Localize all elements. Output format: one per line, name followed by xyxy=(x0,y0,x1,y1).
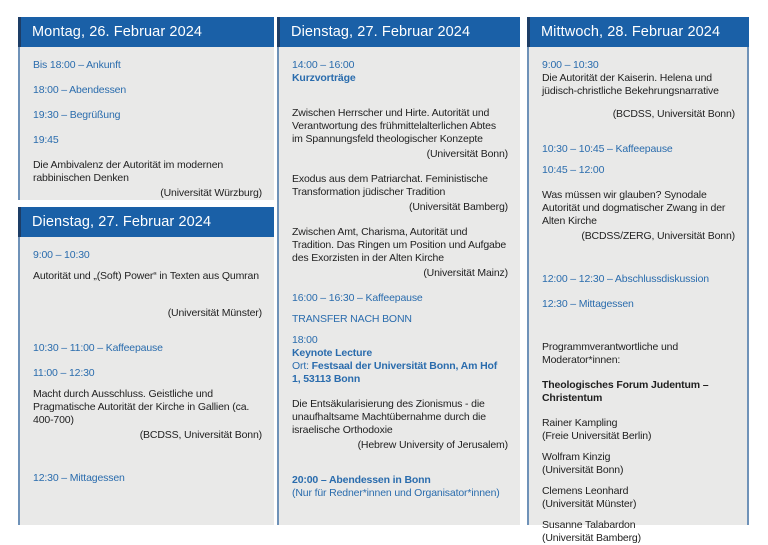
talk-title: Was müssen wir glauben? Synodale Autorität und dogmatischer Zwang in der Alten Kirche xyxy=(542,189,726,227)
note-line: Programmverantwortliche und Moderator*innen: xyxy=(542,341,679,366)
spacer xyxy=(33,320,262,342)
spacer xyxy=(292,326,508,334)
spacer xyxy=(33,122,262,134)
talk-title: Autorität und „(Soft) Power“ in Texten aus Qumran xyxy=(33,270,259,282)
time-slot: TRANSFER NACH BONN xyxy=(292,313,412,325)
spacer xyxy=(33,97,262,109)
time-slot: (Nur für Redner*innen und Organisator*innen) xyxy=(292,487,500,499)
speaker-affiliation: (Hebrew University of Jerusalem) xyxy=(357,439,508,451)
time-slot: 12:00 – 12:30 – Abschlussdiskussion xyxy=(542,273,709,285)
spacer xyxy=(542,286,735,298)
time-slot: 16:00 – 16:30 – Kaffeepause xyxy=(292,292,423,304)
program-column-monday xyxy=(18,17,274,525)
speaker-affiliation: (Universität Münster) xyxy=(167,307,262,319)
talk-title: Die Entsäkularisierung des Zionismus - die unaufhaltsame Machtübernahme durch die israelische Orthodoxie xyxy=(292,398,486,436)
time-slot: 10:30 – 10:45 – Kaffeepause xyxy=(542,143,673,155)
spacer xyxy=(33,283,262,305)
note-line: Susanne Talabardon xyxy=(542,519,636,531)
session-heading: Kurzvorträge xyxy=(292,72,356,84)
program-column-wednesday xyxy=(527,17,749,544)
schedule-panel xyxy=(18,47,274,200)
speaker-affiliation: (BCDSS/ZERG, Universität Bonn) xyxy=(581,230,735,242)
spacer xyxy=(292,280,508,292)
speaker-affiliation: (Universität Mainz) xyxy=(423,267,508,279)
note-line: (Universität Münster) xyxy=(542,498,637,510)
spacer xyxy=(33,147,262,159)
spacer xyxy=(542,477,735,485)
spacer xyxy=(542,243,735,273)
column-date-header: Montag, 26. Februar 2024 xyxy=(18,17,274,47)
note-line: Clemens Leonhard xyxy=(542,485,629,497)
group-name: Theologisches Forum Judentum – Christentum xyxy=(542,379,709,404)
spacer xyxy=(292,214,508,226)
spacer xyxy=(542,405,735,417)
spacer xyxy=(292,452,508,474)
session-heading: Keynote Lecture xyxy=(292,347,373,359)
schedule-panel xyxy=(527,47,749,544)
column-date-header: Dienstag, 27. Februar 2024 xyxy=(18,207,274,237)
location-line xyxy=(292,360,508,386)
program-column-tuesday xyxy=(277,17,520,525)
time-slot: 9:00 – 10:30 xyxy=(542,59,599,71)
spacer xyxy=(33,442,262,472)
spacer xyxy=(292,161,508,173)
spacer xyxy=(542,511,735,519)
note-line: (Universität Bonn) xyxy=(542,464,624,476)
schedule-panel xyxy=(277,47,520,525)
spacer xyxy=(542,121,735,143)
note-line: Rainer Kampling xyxy=(542,417,618,429)
talk-title: Zwischen Amt, Charisma, Autorität und Tradition. Das Ringen um Position und Aufgabe des Exorzisten in der Alten Kirche xyxy=(292,226,507,264)
talk-title: Die Autorität der Kaiserin. Helena und jüdisch-christliche Bekehrungsnarrative xyxy=(542,72,719,97)
spacer xyxy=(33,380,262,388)
time-slot: 9:00 – 10:30 xyxy=(33,249,90,261)
spacer xyxy=(292,85,508,107)
speaker-affiliation: (BCDSS, Universität Bonn) xyxy=(139,429,262,441)
spacer xyxy=(542,156,735,164)
spacer xyxy=(542,177,735,189)
time-slot: 10:30 – 11:00 – Kaffeepause xyxy=(33,342,163,354)
spacer xyxy=(542,367,735,379)
spacer xyxy=(33,72,262,84)
program-section xyxy=(277,17,520,525)
talk-title: Macht durch Ausschluss. Geistliche und Pragmatische Autorität der Kirche in Gallien (ca. 400-700) xyxy=(33,388,250,426)
speaker-affiliation: (Universität Bonn) xyxy=(426,148,508,160)
spacer xyxy=(292,386,508,398)
program-section xyxy=(527,17,749,544)
time-slot: 19:30 – Begrüßung xyxy=(33,109,121,121)
time-slot: 12:30 – Mittagessen xyxy=(33,472,125,484)
location-label: Ort: xyxy=(292,360,312,372)
time-slot: 10:45 – 12:00 xyxy=(542,164,605,176)
time-slot: 18:00 xyxy=(292,334,318,346)
spacer xyxy=(542,311,735,341)
program-section xyxy=(18,17,274,200)
note-line: Wolfram Kinzig xyxy=(542,451,611,463)
location-value: Festsaal der Universität Bonn, Am Hof 1, 53113 Bonn xyxy=(292,360,498,385)
time-slot: 14:00 – 16:00 xyxy=(292,59,355,71)
spacer xyxy=(33,355,262,367)
time-slot: Bis 18:00 – Ankunft xyxy=(33,59,121,71)
time-slot: 11:00 – 12:30 xyxy=(33,367,95,379)
program-section xyxy=(18,207,274,525)
time-slot: 19:45 xyxy=(33,134,59,146)
talk-title: Exodus aus dem Patriarchat. Feministische Transformation jüdischer Tradition xyxy=(292,173,488,198)
spacer xyxy=(33,262,262,270)
schedule-panel xyxy=(18,237,274,525)
note-line: (Universität Bamberg) xyxy=(542,532,641,544)
speaker-affiliation: (Universität Würzburg) xyxy=(160,187,262,199)
speaker-affiliation: (Universität Bamberg) xyxy=(409,201,508,213)
talk-title: Die Ambivalenz der Autorität im modernen rabbinischen Denken xyxy=(33,159,224,184)
column-date-header: Mittwoch, 28. Februar 2024 xyxy=(527,17,749,47)
speaker-affiliation: (BCDSS, Universität Bonn) xyxy=(612,108,735,120)
column-date-header: Dienstag, 27. Februar 2024 xyxy=(277,17,520,47)
session-heading: 20:00 – Abendessen in Bonn xyxy=(292,474,431,486)
spacer xyxy=(542,98,735,106)
spacer xyxy=(542,443,735,451)
spacer xyxy=(292,305,508,313)
talk-title: Zwischen Herrscher und Hirte. Autorität und Verantwortung des frühmittelalterlichen Abtes im Spannungsfeld theologischer Konzepte xyxy=(292,107,496,145)
note-line: (Freie Universität Berlin) xyxy=(542,430,652,442)
time-slot: 18:00 – Abendessen xyxy=(33,84,127,96)
time-slot: 12:30 – Mittagessen xyxy=(542,298,634,310)
